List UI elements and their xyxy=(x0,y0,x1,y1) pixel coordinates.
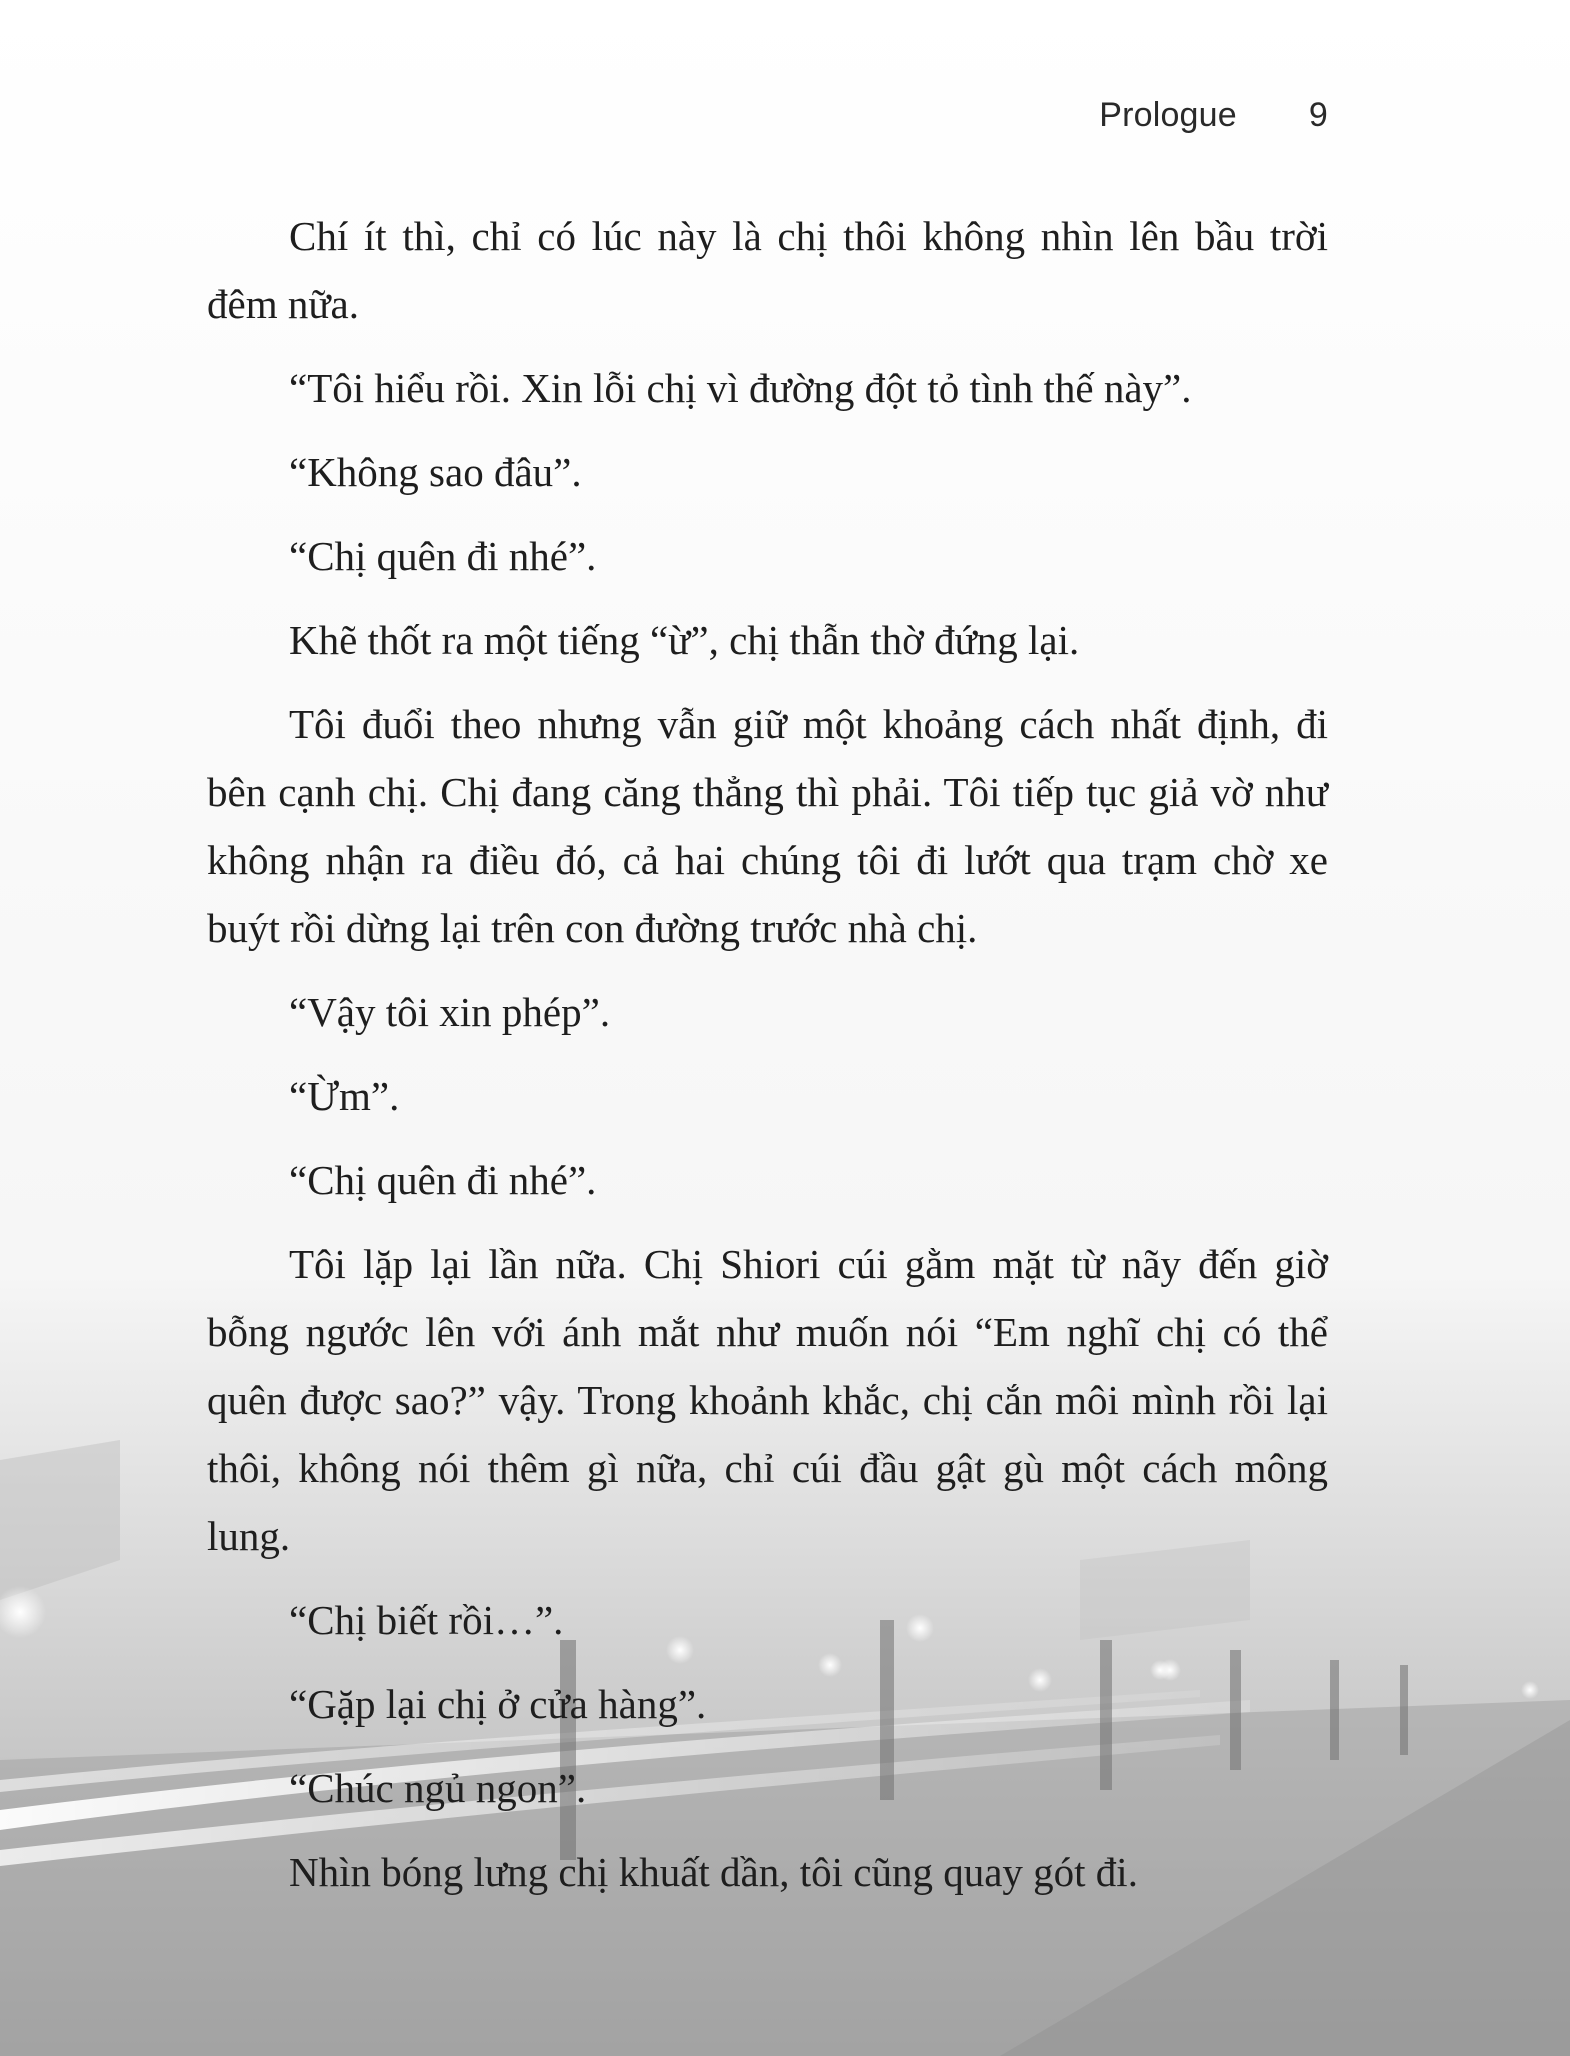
paragraph: “Chúc ngủ ngon”. xyxy=(289,1765,587,1811)
paragraph: Chí ít thì, chỉ có lúc này là chị thôi không nhìn lên bầu trời đêm nữa. xyxy=(207,213,1328,327)
paragraph: Tôi đuổi theo nhưng vẫn giữ một khoảng cách nhất định, đi bên cạnh chị. Chị đang căng thẳng thì phải. Tôi tiếp tục giả vờ như không nhận ra điều đó, cả hai chúng tôi đi lướt qua trạm chờ xe buýt rồi dừng lại trên con đường trước nhà chị. xyxy=(207,701,1328,951)
paragraph: Khẽ thốt ra một tiếng “ừ”, chị thẫn thờ đứng lại. xyxy=(289,617,1080,663)
paragraph: “Chị quên đi nhé”. xyxy=(289,533,597,579)
paragraph: “Tôi hiểu rồi. Xin lỗi chị vì đường đột tỏ tình thế này”. xyxy=(289,365,1192,411)
chapter-title: Prologue xyxy=(1099,96,1237,134)
paragraph: Nhìn bóng lưng chị khuất dần, tôi cũng quay gót đi. xyxy=(289,1849,1138,1895)
paragraph: “Vậy tôi xin phép”. xyxy=(289,989,611,1035)
paragraph: “Không sao đâu”. xyxy=(289,449,582,495)
paragraph: “Gặp lại chị ở cửa hàng”. xyxy=(289,1681,707,1727)
body-text xyxy=(207,202,1328,1922)
paragraph: Tôi lặp lại lần nữa. Chị Shiori cúi gằm mặt từ nãy đến giờ bỗng ngước lên với ánh mắt như muốn nói “Em nghĩ chị có thể quên được sao?” vậy. Trong khoảnh khắc, chị cắn môi mình rồi lại thôi, không nói thêm gì nữa, chỉ cúi đầu gật gù một cách mông lung. xyxy=(207,1241,1328,1559)
paragraph: “Ừm”. xyxy=(289,1073,400,1119)
page-number: 9 xyxy=(1308,96,1328,134)
running-header xyxy=(1099,96,1328,135)
paragraph: “Chị quên đi nhé”. xyxy=(289,1157,597,1203)
paragraph: “Chị biết rồi…”. xyxy=(289,1597,564,1643)
